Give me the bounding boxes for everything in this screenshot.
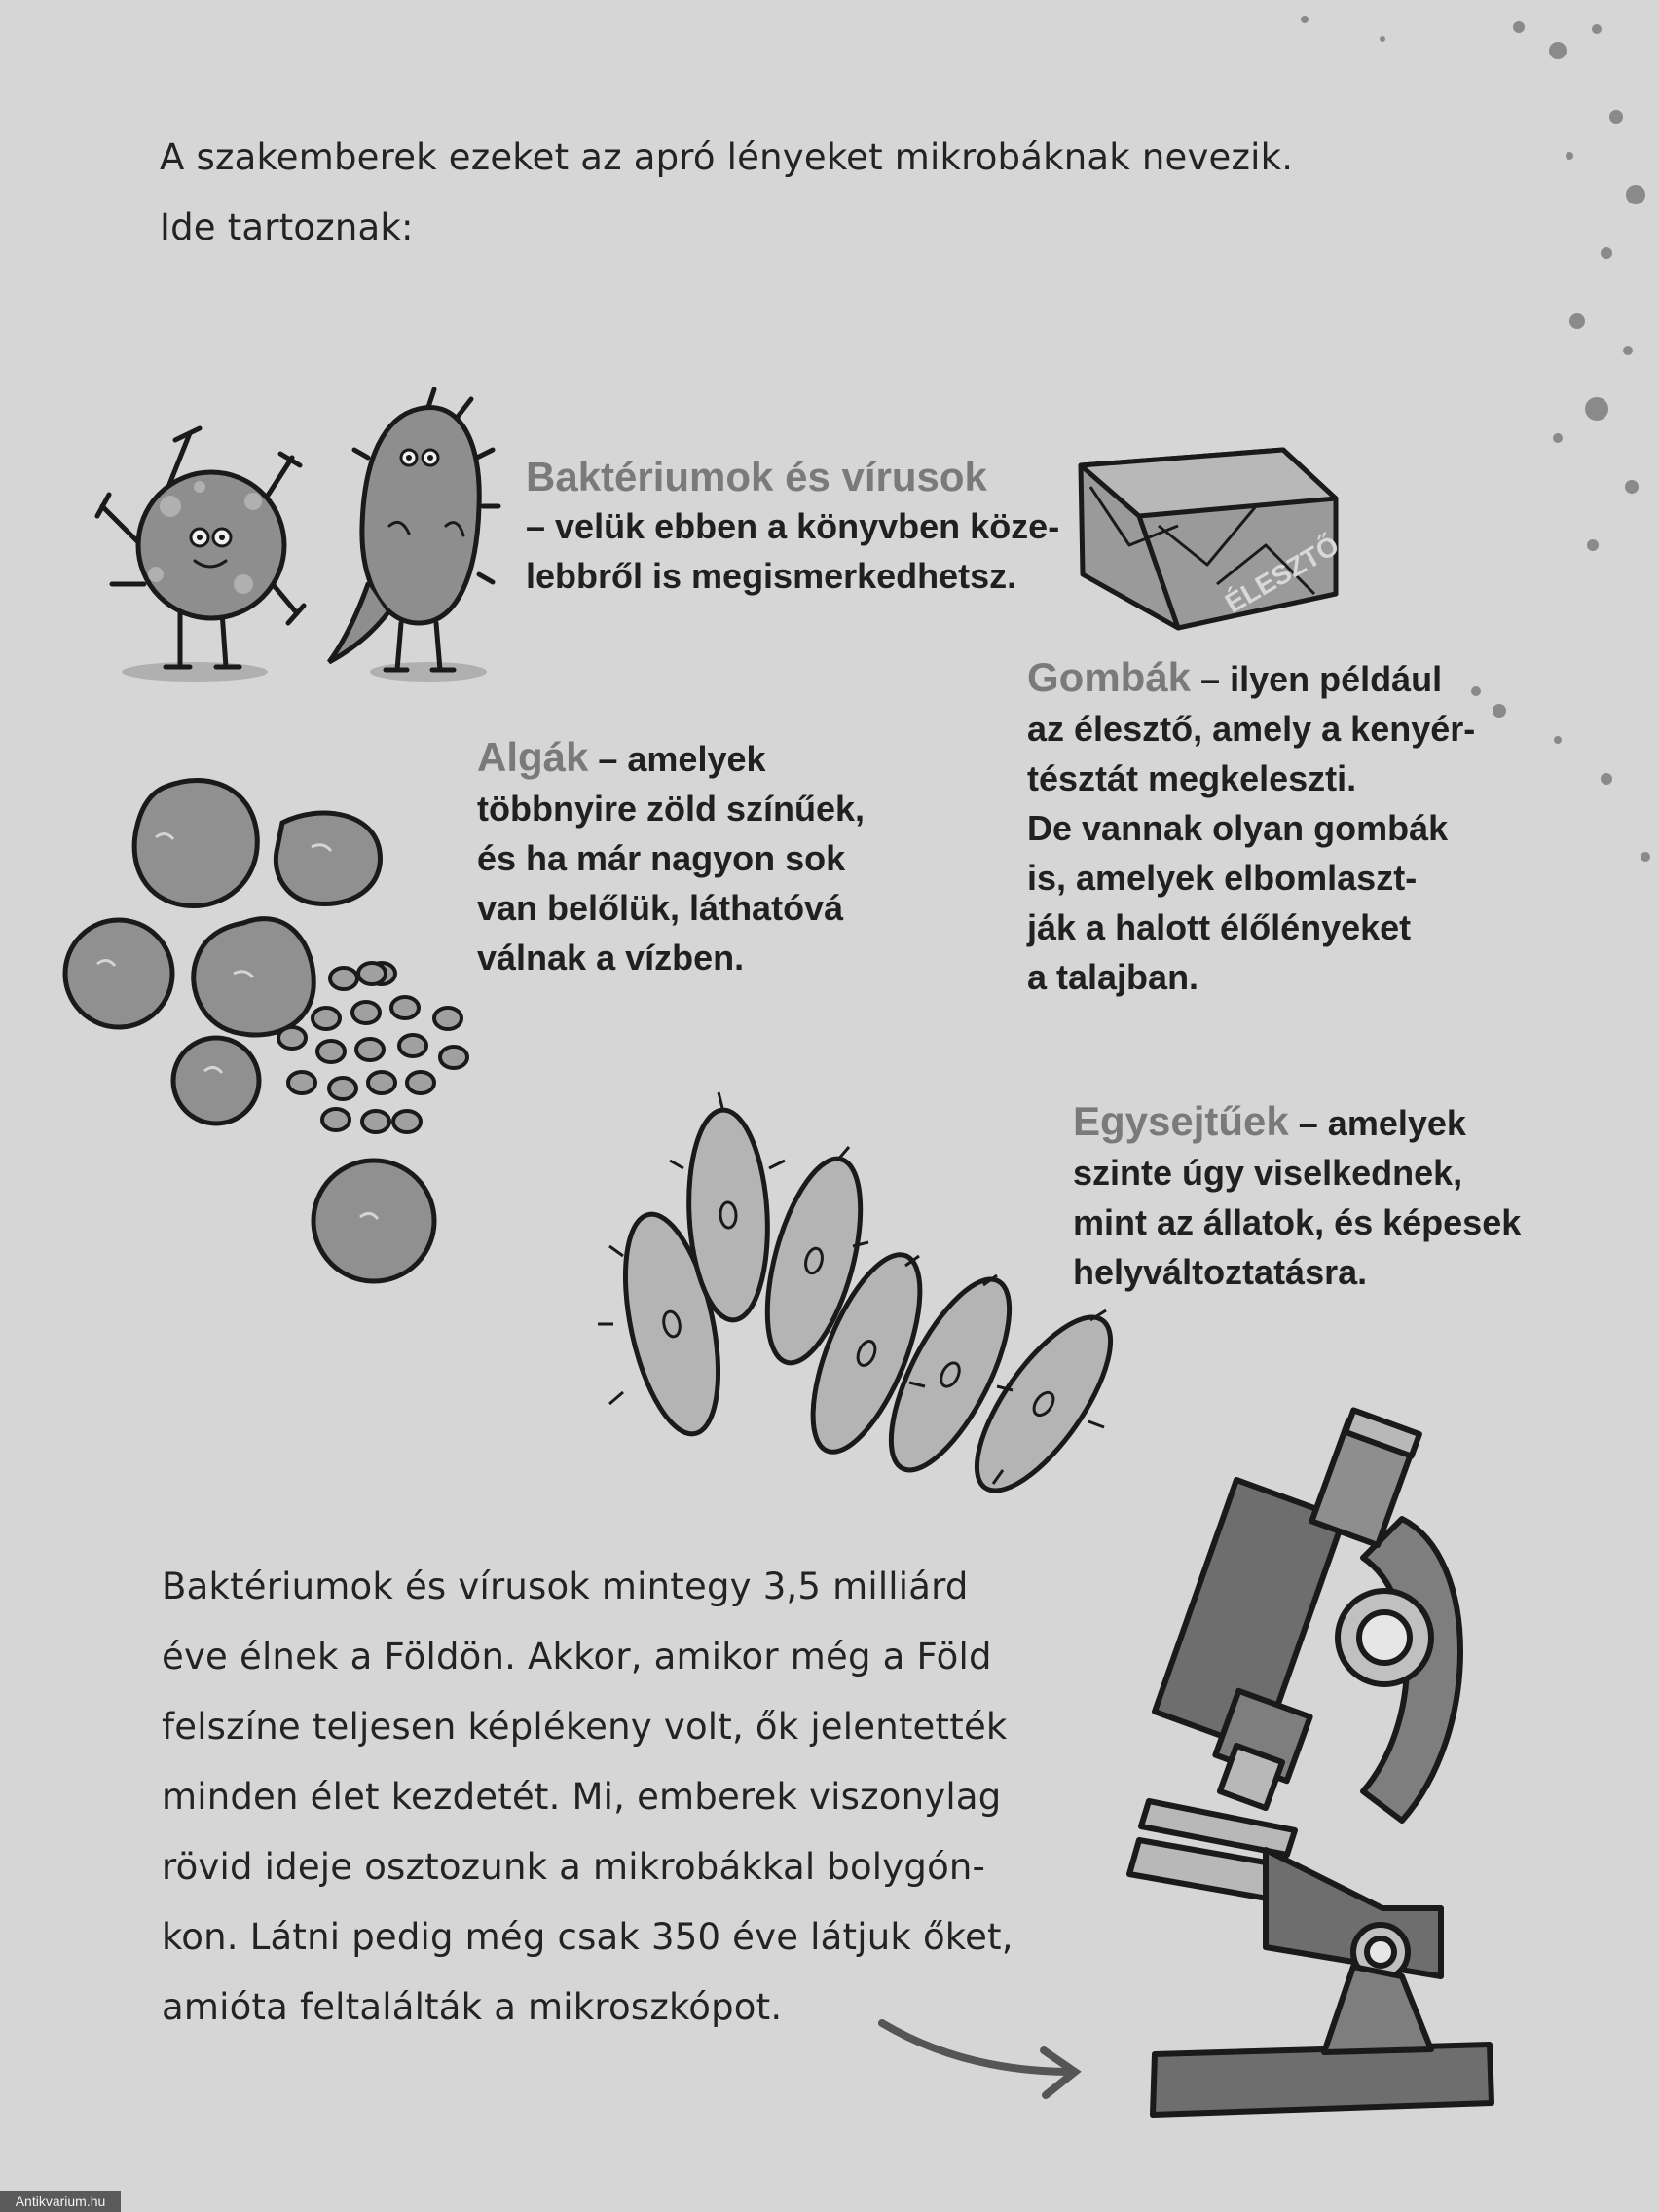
caption-heading: Gombák xyxy=(1027,654,1192,700)
caption-line: ják a halott élőlényeket xyxy=(1027,907,1412,947)
main-paragraph xyxy=(162,1552,1096,2043)
intro-paragraph xyxy=(160,123,1445,263)
watermark: Antikvarium.hu xyxy=(0,2191,121,2212)
caption-line: is, amelyek elbomlaszt- xyxy=(1027,858,1418,898)
yeast-label: ÉLESZTŐ xyxy=(1220,530,1345,619)
caption-protozoa xyxy=(1073,1096,1521,1297)
caption-line: – ilyen például xyxy=(1191,659,1443,699)
virus-illustration xyxy=(97,428,304,682)
paragraph-line: kon. Látni pedig még csak 350 éve látjuk őket, xyxy=(162,1916,1014,1958)
algae-illustration xyxy=(65,780,467,1281)
caption-line: De vannak olyan gombák xyxy=(1027,808,1449,848)
paragraph-line: Baktériumok és vírusok mintegy 3,5 milliárd xyxy=(162,1566,969,1607)
caption-line: szinte úgy viselkednek, xyxy=(1073,1153,1463,1193)
caption-line: tésztát megkeleszti. xyxy=(1027,758,1357,798)
paragraph-line: amióta feltalálták a mikroszkópot. xyxy=(162,1986,783,2028)
caption-heading: Baktériumok és vírusok xyxy=(526,454,987,499)
caption-line: – velük ebben a könyvben köze- xyxy=(526,506,1060,546)
caption-algae xyxy=(477,732,865,982)
paragraph-line: felszíne teljesen képlékeny volt, ők jelentették xyxy=(162,1706,1008,1748)
caption-fungi xyxy=(1027,652,1475,1002)
intro-line-2: Ide tartoznak: xyxy=(160,206,414,248)
caption-heading: Egysejtűek xyxy=(1073,1098,1289,1144)
caption-line: – amelyek xyxy=(1288,1103,1466,1143)
caption-line: az élesztő, amely a kenyér- xyxy=(1027,709,1476,749)
bacterium-illustration xyxy=(329,389,498,682)
caption-line: lebbről is megismerkedhetsz. xyxy=(526,556,1017,596)
caption-line: válnak a vízben. xyxy=(477,938,745,977)
microscope-illustration xyxy=(1129,1410,1492,2115)
caption-line: – amelyek xyxy=(588,739,766,779)
yeast-block-illustration xyxy=(1081,450,1344,628)
paragraph-line: rövid ideje osztozunk a mikrobákkal bolygón- xyxy=(162,1846,986,1888)
caption-line: mint az állatok, és képesek xyxy=(1073,1202,1522,1242)
caption-line: és ha már nagyon sok xyxy=(477,838,846,878)
caption-bacteria-viruses xyxy=(526,452,1059,601)
paragraph-line: minden élet kezdetét. Mi, emberek viszonylag xyxy=(162,1776,1002,1818)
caption-line: a talajban. xyxy=(1027,957,1199,997)
caption-line: van belőlük, láthatóvá xyxy=(477,888,844,928)
caption-line: helyváltoztatásra. xyxy=(1073,1252,1368,1292)
caption-heading: Algák xyxy=(477,734,589,780)
protozoa-illustration xyxy=(598,1092,1134,1510)
paragraph-line: éve élnek a Földön. Akkor, amikor még a Föld xyxy=(162,1636,992,1677)
intro-line-1: A szakemberek ezeket az apró lényeket mikrobáknak nevezik. xyxy=(160,136,1294,178)
caption-line: többnyire zöld színűek, xyxy=(477,789,866,829)
